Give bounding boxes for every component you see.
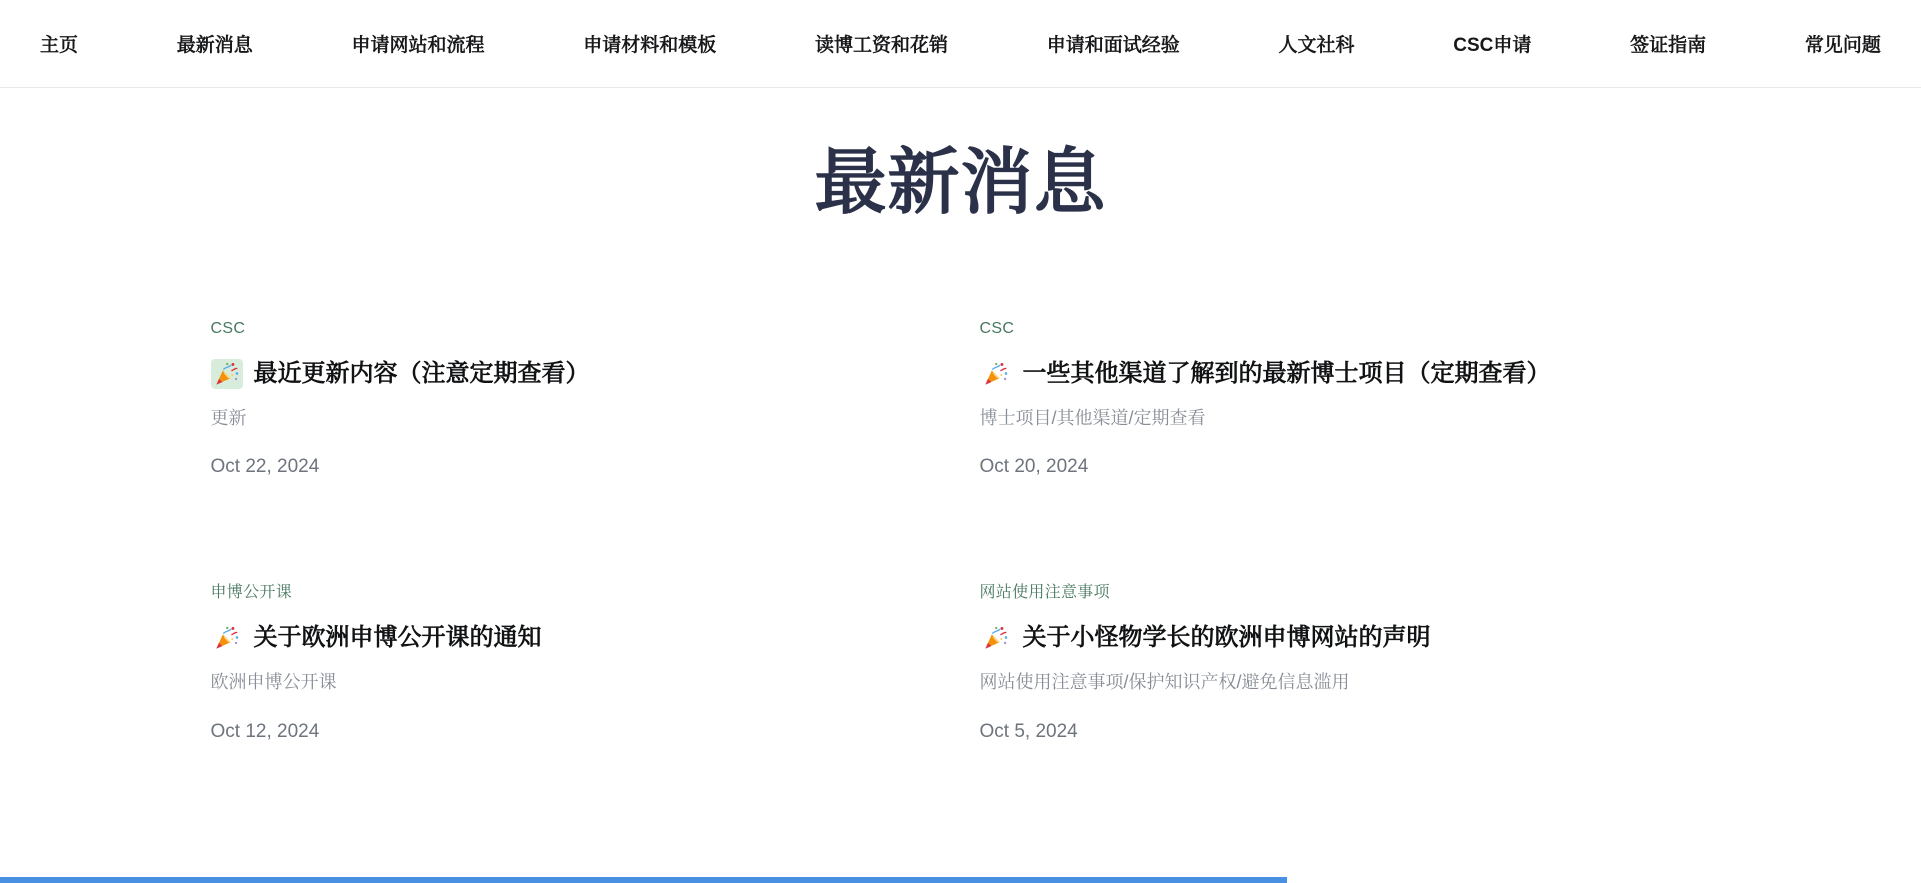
post-category-link[interactable]: 网站使用注意事项 (979, 583, 1110, 601)
post-title-link[interactable]: 关于欧洲申博公开课的通知 (253, 623, 542, 651)
top-navigation (0, 0, 1921, 88)
nav-item-visa[interactable]: 签证指南 (1630, 35, 1707, 56)
nav-item-salary[interactable]: 读博工资和花销 (815, 35, 949, 56)
post-title-link[interactable]: 最近更新内容（注意定期查看） (253, 359, 590, 387)
page-title: 最新消息 (814, 143, 1107, 223)
post-category-link[interactable]: CSC (979, 319, 1015, 337)
post-date: Oct 5, 2024 (979, 720, 1078, 742)
post-date: Oct 12, 2024 (210, 720, 320, 742)
post-tags: 更新 (210, 407, 247, 428)
post-title-link[interactable]: 关于小怪物学长的欧洲申博网站的声明 (1022, 623, 1431, 651)
nav-item-apply-sites[interactable]: 申请网站和流程 (351, 35, 485, 56)
nav-item-csc[interactable]: CSC申请 (1453, 35, 1532, 56)
nav-item-home[interactable]: 主页 (40, 35, 79, 56)
post-card (980, 579, 1711, 743)
nav-item-news[interactable]: 最新消息 (176, 35, 253, 56)
nav-item-humanities[interactable]: 人文社科 (1278, 35, 1355, 56)
nav-item-interview[interactable]: 申请和面试经验 (1046, 35, 1180, 56)
post-tags: 欧洲申博公开课 (210, 671, 337, 692)
post-date: Oct 20, 2024 (979, 456, 1089, 478)
post-title-link[interactable]: 一些其他渠道了解到的最新博士项目（定期查看） (1022, 359, 1551, 387)
party-popper-icon (980, 623, 1012, 653)
nav-item-materials[interactable]: 申请材料和模板 (583, 35, 717, 56)
post-card (211, 579, 942, 743)
party-popper-icon (980, 359, 1012, 389)
post-category-link[interactable]: CSC (210, 319, 246, 337)
horizontal-scrollbar-thumb[interactable] (0, 877, 1287, 883)
post-category-link[interactable]: 申博公开课 (210, 583, 293, 601)
post-tags: 博士项目/其他渠道/定期查看 (979, 407, 1206, 428)
post-date: Oct 22, 2024 (210, 456, 320, 478)
posts-grid (211, 320, 1711, 744)
party-popper-icon (211, 359, 243, 389)
nav-item-faq[interactable]: 常见问题 (1804, 35, 1881, 56)
post-card (980, 320, 1711, 479)
party-popper-icon (211, 623, 243, 653)
post-card (211, 320, 942, 479)
post-tags: 网站使用注意事项/保护知识产权/避免信息滥用 (979, 671, 1350, 692)
